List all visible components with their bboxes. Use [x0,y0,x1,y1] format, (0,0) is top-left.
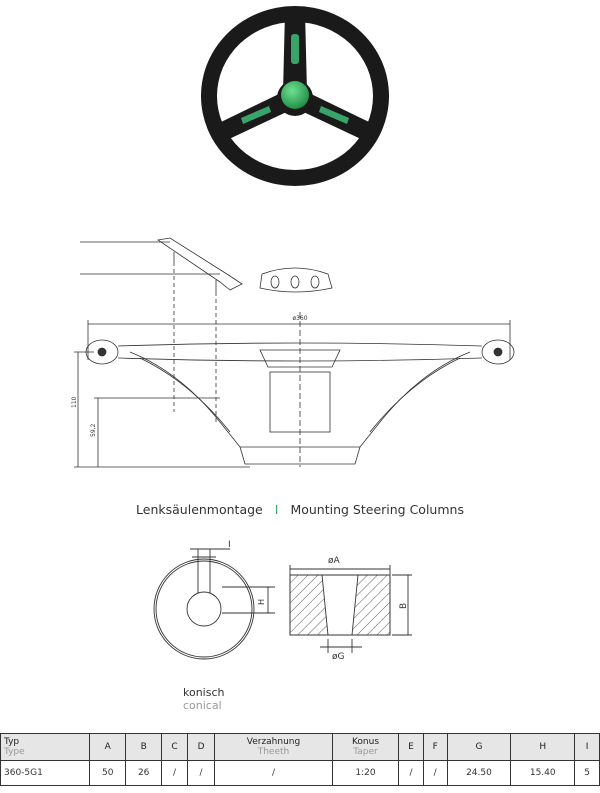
heading-english: Mounting Steering Columns [290,502,464,517]
dim-i-label: I [228,540,231,550]
header-d: D [188,734,215,761]
header-i: I [575,734,600,761]
header-g: G [447,734,511,761]
cell-c: / [162,761,188,786]
header-konus: Konus Taper [332,734,398,761]
spec-table-header-row [1,734,600,761]
cell-verzahnung: / [215,761,333,786]
mounting-drawing [130,535,430,670]
dim-g-label: øG [332,652,345,662]
spec-table [0,733,600,786]
mount-label-german: konisch [183,686,225,699]
header-b: B [126,734,162,761]
header-h: H [511,734,575,761]
cell-g: 24.50 [447,761,511,786]
section-heading [0,502,600,517]
steering-wheel-technical-drawing [70,232,530,472]
table-row [1,761,600,786]
height-lower-label: 59,2 [90,423,97,437]
dim-h-label: H [257,598,266,605]
cell-konus: 1:20 [332,761,398,786]
cell-h: 15.40 [511,761,575,786]
cell-b: 26 [126,761,162,786]
heading-separator: I [274,502,279,517]
diameter-label: ø360 [292,315,308,322]
height-total-label: 110 [71,396,78,408]
heading-german: Lenksäulenmontage [136,502,263,517]
header-e: E [399,734,424,761]
cell-d: / [188,761,215,786]
cell-a: 50 [90,761,126,786]
header-a: A [90,734,126,761]
cell-typ: 360-5G1 [1,761,90,786]
cell-f: / [423,761,447,786]
cell-i: 5 [575,761,600,786]
header-c: C [162,734,188,761]
dim-b-label: B [399,602,409,609]
mount-label-english: conical [183,699,222,712]
header-typ: Typ Type [1,734,90,761]
dim-a-label: øA [328,556,340,566]
cell-e: / [399,761,424,786]
header-f: F [423,734,447,761]
steering-wheel-photo [195,0,395,195]
header-verzahnung: Verzahnung Theeth [215,734,333,761]
